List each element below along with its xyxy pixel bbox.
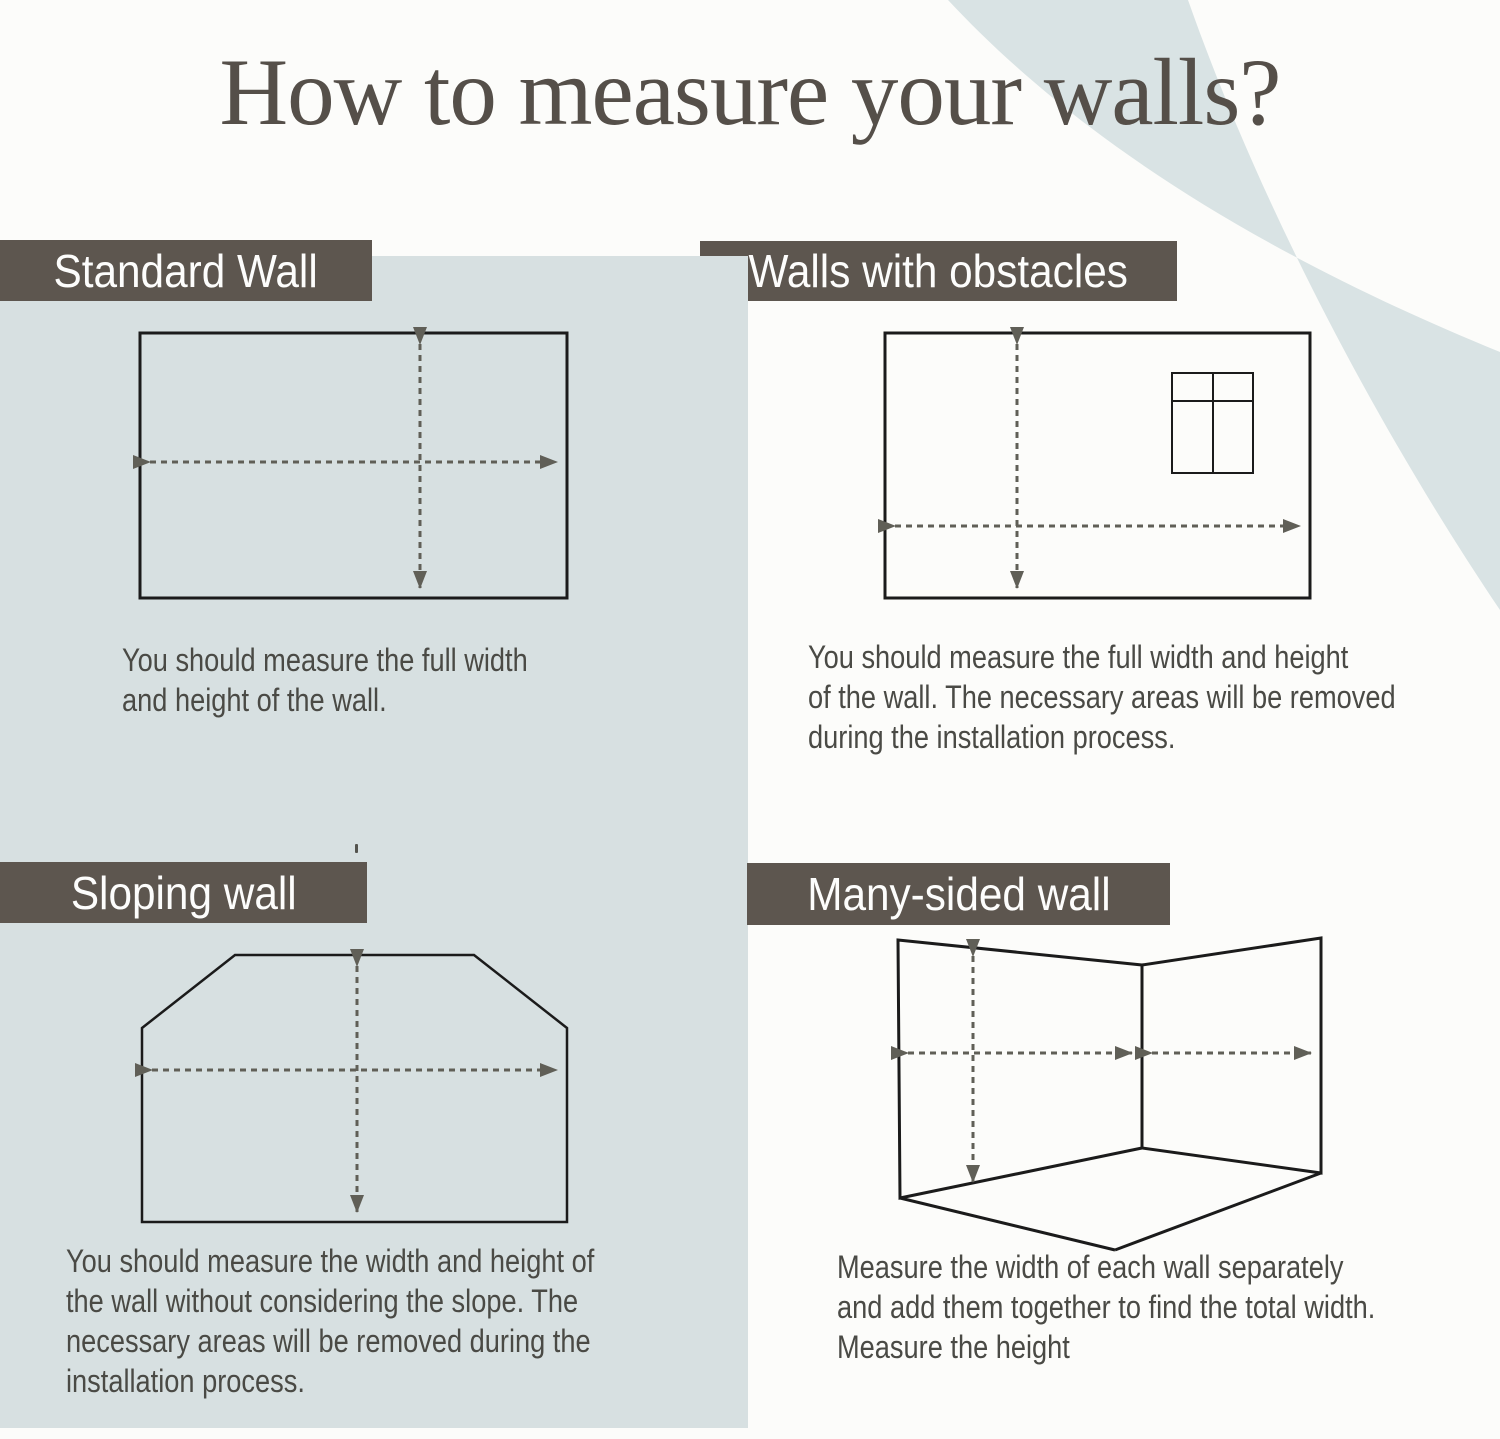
floor-edge-left	[900, 1198, 1115, 1250]
standard-wall-outline	[140, 333, 567, 598]
description-line: Measure the width of each wall separately	[837, 1249, 1344, 1285]
description-line: You should measure the full width	[122, 642, 528, 678]
description-line: You should measure the width and height of	[66, 1243, 595, 1279]
section-header-label: Standard Wall	[53, 244, 319, 297]
page-title: How to measure your walls?	[219, 39, 1281, 145]
standard-wall-description	[122, 640, 528, 720]
description-line: the wall without considering the slope. The	[66, 1283, 579, 1319]
floor-edge-right	[1115, 1173, 1321, 1250]
description-line: and height of the wall.	[122, 682, 387, 718]
description-line: Measure the height	[837, 1329, 1070, 1365]
sloping-wall-diagram	[142, 955, 567, 1222]
description-line: You should measure the full width and height	[808, 639, 1349, 675]
many-sided-wall-diagram	[898, 938, 1321, 1250]
walls-with-obstacles-description	[808, 637, 1396, 757]
standard-wall-diagram	[140, 333, 567, 598]
sloping-wall-outline	[142, 955, 567, 1222]
description-line: necessary areas will be removed during the	[66, 1323, 591, 1359]
left-wall-outline	[898, 940, 1142, 1198]
section-header-label: Walls with obstacles	[748, 245, 1129, 297]
description-line: installation process.	[66, 1363, 305, 1399]
right-wall-outline	[1142, 938, 1321, 1173]
section-header-label: Sloping wall	[70, 866, 297, 919]
walls-with-obstacles-diagram	[885, 333, 1310, 598]
description-line: and add them together to find the total width.	[837, 1289, 1376, 1325]
description-line: of the wall. The necessary areas will be removed	[808, 679, 1396, 715]
many-sided-wall-description	[837, 1247, 1375, 1367]
section-header-label: Many-sided wall	[806, 868, 1111, 920]
description-line: during the installation process.	[808, 719, 1176, 755]
sloping-wall-description	[66, 1241, 594, 1401]
